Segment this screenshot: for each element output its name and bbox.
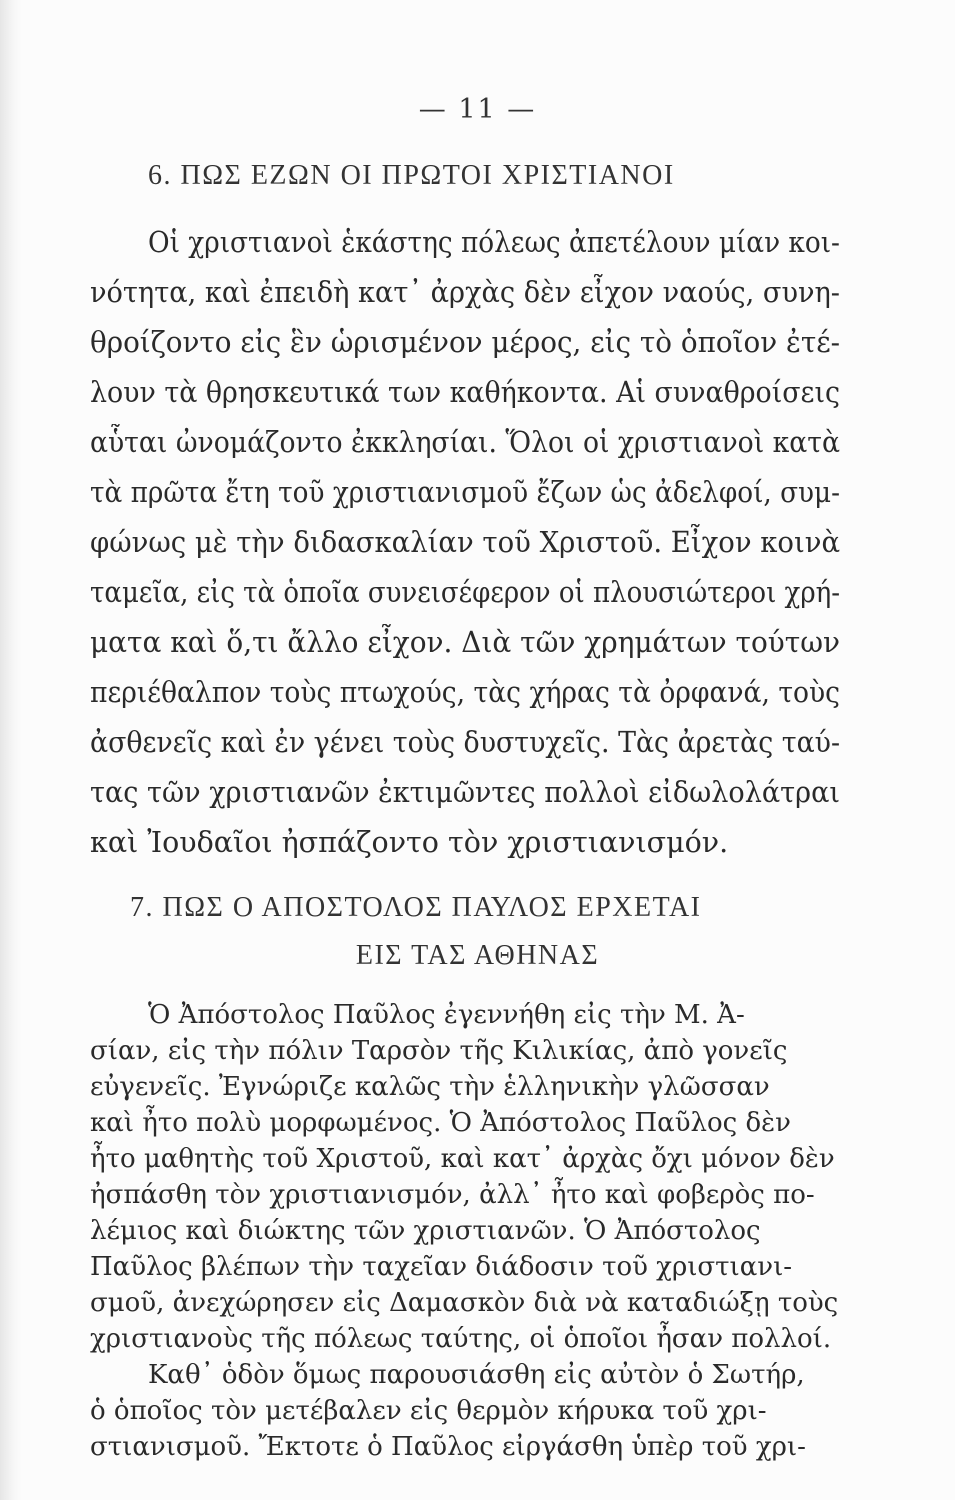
text-line: λουν τὰ θρησκευτικά των καθήκοντα. Αἱ συναθροίσεις [90,376,841,409]
text-line: σίαν, εἰς τὴν πόλιν Ταρσὸν τῆς Κιλικίας, ἀπὸ γονεῖς [90,1036,788,1066]
text-line: χριστιανοὺς τῆς πόλεως ταύτης, οἱ ὁποῖοι ἦσαν πολλοί. [90,1324,832,1354]
text-line: εὐγενεῖς. Ἐγνώριζε καλῶς τὴν ἑλληνικὴν γλῶσσαν [90,1072,770,1102]
text-line: ἠσπάσθη τὸν χριστιανισμόν, ἀλλ᾽ ἦτο καὶ φοβερὸς πο- [90,1180,815,1210]
text-line: Παῦλος βλέπων τὴν ταχεῖαν διάδοσιν τοῦ χριστιανι- [90,1252,793,1282]
text-line: νότητα, καὶ ἐπειδὴ κατ᾽ ἀρχὰς δὲν εἶχον ναούς, συνη- [90,276,840,309]
page-number: — 11 — [418,94,537,125]
text-line: τας τῶν χριστιανῶν ἐκτιμῶντες πολλοὶ εἰδωλολάτραι [90,776,840,809]
text-line: ματα καὶ ὅ,τι ἄλλο εἶχον. Διὰ τῶν χρημάτων τούτων [90,626,840,659]
text-line: καὶ ἦτο πολὺ μορφωμένος. Ὁ Ἀπόστολος Παῦλος δὲν [90,1108,791,1138]
text-line: λέμιος καὶ διώκτης τῶν χριστιανῶν. Ὁ Ἀπόστολος [90,1216,761,1246]
text-line: στιανισμοῦ. Ἔκτοτε ὁ Παῦλος εἰργάσθη ὑπὲρ τοῦ χρι- [90,1432,806,1462]
text-line: Καθ᾽ ὁδὸν ὅμως παρουσιάσθη εἰς αὐτὸν ὁ Σωτήρ, [148,1360,805,1390]
text-line: ταμεῖα, εἰς τὰ ὁποῖα συνεισέφερον οἱ πλουσιώτεροι χρή- [90,576,840,609]
section-7-heading-line-2: ΕΙΣ ΤΑΣ ΑΘΗΝΑΣ [355,940,600,971]
text-line: περιέθαλπον τοὺς πτωχούς, τὰς χήρας τὰ ὀρφανά, τοὺς [90,676,841,709]
binding-shadow [0,0,22,1500]
text-line: θροίζοντο εἰς ἓν ὡρισμένον μέρος, εἰς τὸ ὁποῖον ἐτέ- [90,326,841,359]
text-line: φώνως μὲ τὴν διδασκαλίαν τοῦ Χριστοῦ. Εἶχον κοινὰ [90,526,841,559]
text-line: ἀσθενεῖς καὶ ἐν γένει τοὺς δυστυχεῖς. Τὰς ἀρετὰς ταύ- [90,726,841,759]
text-line: σμοῦ, ἀνεχώρησεν εἰς Δαμασκὸν διὰ νὰ καταδιώξῃ τοὺς [90,1288,839,1318]
text-line: αὗται ὠνομάζοντο ἐκκλησίαι. Ὅλοι οἱ χριστιανοὶ κατὰ [90,426,841,459]
text-line: ὁ ὁποῖος τὸν μετέβαλεν εἰς θερμὸν κήρυκα τοῦ χρι- [90,1396,767,1426]
section-7-heading-line-1: 7. ΠΩΣ Ο ΑΠΟΣΤΟΛΟΣ ΠΑΥΛΟΣ ΕΡΧΕΤΑΙ [130,892,702,923]
section-6-heading: 6. ΠΩΣ ΕΖΩΝ ΟΙ ΠΡΩΤΟΙ ΧΡΙΣΤΙΑΝΟΙ [148,160,675,191]
text-line: ἦτο μαθητὴς τοῦ Χριστοῦ, καὶ κατ᾽ ἀρχὰς ὄχι μόνον δὲν [90,1144,835,1174]
text-line: Οἱ χριστιανοὶ ἑκάστης πόλεως ἀπετέλουν μίαν κοι- [148,226,840,259]
text-line: καὶ Ἰουδαῖοι ἠσπάζοντο τὸν χριστιανισμόν. [90,826,729,859]
text-line: τὰ πρῶτα ἔτη τοῦ χριστιανισμοῦ ἔζων ὡς ἀδελφοί, συμ- [90,476,840,509]
text-line: Ὁ Ἀπόστολος Παῦλος ἐγεννήθη εἰς τὴν Μ. Ἀ- [148,1000,745,1030]
